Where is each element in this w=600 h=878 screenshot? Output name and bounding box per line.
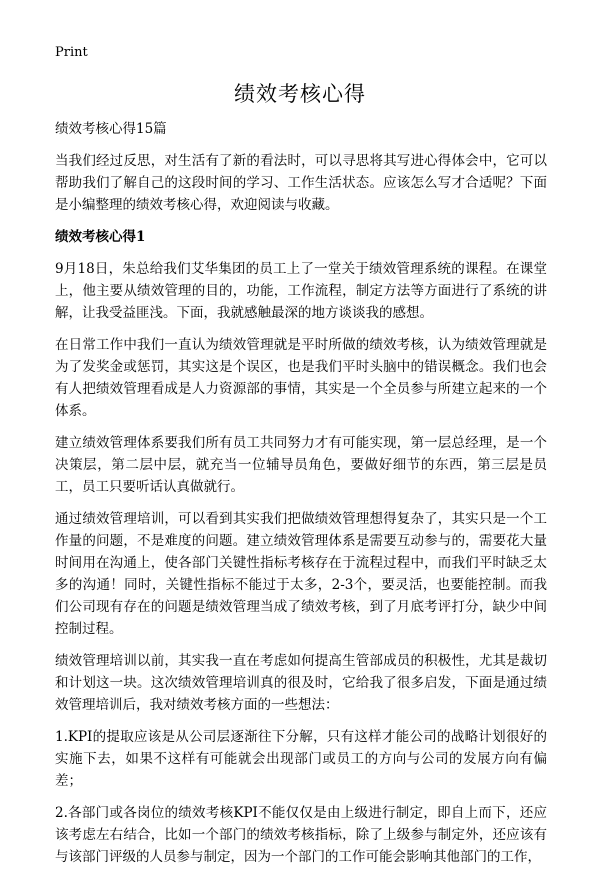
body-paragraph-6: 1.KPI的提取应该是从公司层逐渐往下分解，只有这样才能公司的战略计划很好的实施下去，如果不这样有可能就会出现部门或员工的方向与公司的发展方向有偏差； (55, 729, 547, 789)
document-body (55, 118, 547, 878)
print-link[interactable]: Print (55, 45, 88, 60)
body-paragraph-2: 在日常工作中我们一直认为绩效管理就是平时所做的绩效考核，认为绩效管理就是为了发奖金或惩罚，其实这是个误区，也是我们平时头脑中的错误概念。我们也会有人把绩效管理看成是人力资源部的事情，其实是一个全员参与所建立起来的一个体系。 (55, 337, 547, 419)
body-paragraph-1: 9月18日，朱总给我们艾华集团的员工上了一堂关于绩效管理系统的课程。在课堂上，他主要从绩效管理的目的，功能，工作流程，制定方法等方面进行了系统的讲解，让我受益匪浅。下面，我就感触最深的地方谈谈我的感想。 (55, 261, 547, 321)
body-paragraph-4: 通过绩效管理培训，可以看到其实我们把做绩效管理想得复杂了，其实只是一个工作量的问题，不是难度的问题。建立绩效管理体系是需要互动参与的，需要花大量时间用在沟通上，使各部门关键性指标考核存在于流程过程中，而我们平时缺乏太多的沟通！同时，关键性指标不能过于太多，2-3个，要灵活，也要能控制。而我们公司现有存在的问题是绩效管理当成了绩效考核，到了月底考评打分，缺少中间控制过程。 (55, 511, 547, 637)
page-title: 绩效考核心得 (234, 82, 366, 106)
document-subtitle: 绩效考核心得15篇 (55, 121, 167, 137)
body-paragraph-3: 建立绩效管理体系要我们所有员工共同努力才有可能实现，第一层总经理，是一个决策层，第二层中层，就充当一位辅导员角色，要做好细节的东西，第三层是员工，员工只要听话认真做就行。 (55, 435, 547, 495)
intro-paragraph: 当我们经过反思，对生活有了新的看法时，可以寻思将其写进心得体会中，它可以帮助我们了解自己的这段时间的学习、工作生活状态。应该怎么写才合适呢？下面是小编整理的绩效考核心得，欢迎阅读与收藏。 (55, 153, 547, 213)
section-heading: 绩效考核心得1 (55, 229, 146, 245)
body-paragraph-5: 绩效管理培训以前，其实我一直在考虑如何提高生管部成员的积极性，尤其是裁切和计划这一块。这次绩效管理培训真的很及时，它给我了很多启发，下面是通过绩效管理培训后，我对绩效考核方面的一些想法： (55, 653, 547, 713)
body-paragraph-7: 2.各部门或各岗位的绩效考核KPI不能仅仅是由上级进行制定，即自上而下，还应该考虑左右结合，比如一个部门的绩效考核指标，除了上级参与制定外，还应该有与该部门评级的人员参与制定，因为一个部门的工作可能会影响其他部门的工作， (55, 805, 547, 865)
